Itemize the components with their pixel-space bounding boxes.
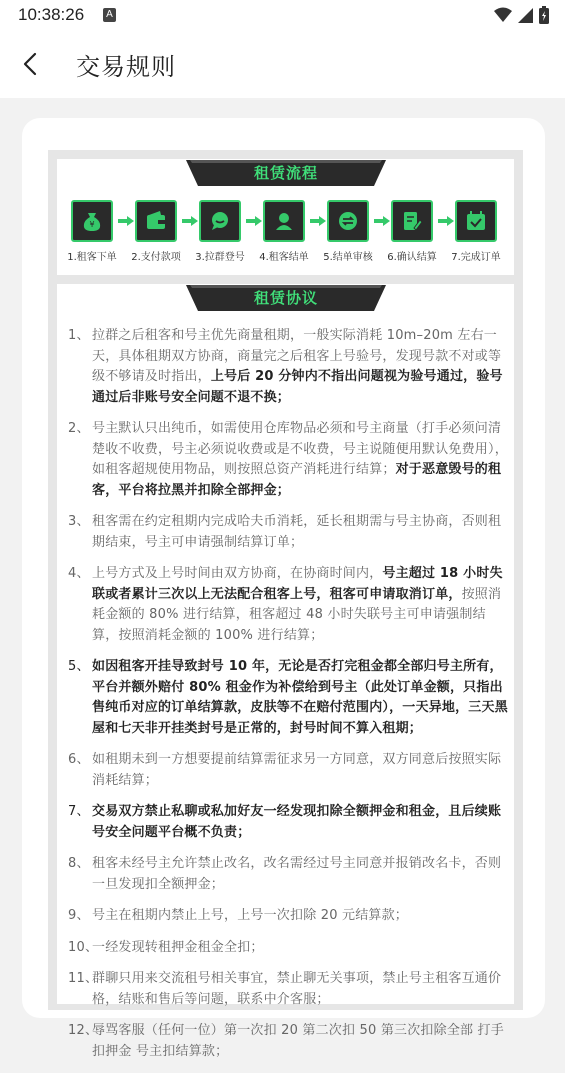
rule-emphasis: 号主超过 18 小时失联或者累计三次以上无法配合租客上号，租客可申请取消订单，: [92, 566, 503, 602]
rule-text: [92, 969, 508, 1010]
rule-item: [68, 326, 508, 408]
rule-item: [68, 564, 508, 646]
flow-steps: [68, 200, 508, 270]
agreement-banner: [186, 285, 386, 311]
chat-icon: [199, 200, 241, 242]
flow-banner: [186, 160, 386, 186]
notification-icon: A: [103, 8, 116, 22]
signal-icon: [518, 8, 533, 23]
status-bar: [0, 0, 565, 32]
rule-body: 号主在租期内禁止上号，上号一次扣除 20 元结算款；: [92, 908, 409, 923]
app-bar: [0, 32, 565, 98]
flow-step-6: [382, 200, 442, 263]
rule-text: [92, 419, 508, 501]
rule-text: [92, 854, 508, 895]
rule-number: 2、: [68, 421, 90, 436]
rule-body: 上号方式及上号时间由双方协商，在协商时间内，: [92, 566, 383, 581]
rule-text: [92, 512, 508, 553]
document-edit-icon: [391, 200, 433, 242]
status-icons: [494, 6, 549, 24]
rule-number: 6、: [68, 752, 90, 767]
rule-body: 辱骂客服（任何一位）第一次扣 20 第二次扣 50 第三次扣除全部 打手扣押金 号主扣结算款；: [92, 1023, 504, 1059]
status-time: 10:38:26: [18, 5, 85, 24]
flow-step-7: [446, 200, 506, 263]
rule-text: [92, 564, 508, 646]
rule-number: 5、: [68, 659, 90, 674]
rule-item: [68, 802, 508, 843]
agreement-title: 租赁协议: [253, 289, 318, 307]
rule-body: 租客需在约定租期内完成哈夫币消耗，延长租期需与号主协商，否则租期结束，号主可申请强制结算订单；: [92, 514, 502, 550]
wallet-icon: [135, 200, 177, 242]
svg-text:¥: ¥: [89, 220, 95, 229]
back-button[interactable]: [12, 44, 48, 84]
rule-item: [68, 657, 508, 739]
page-title: 交易规则: [76, 53, 176, 81]
flow-step-2: [126, 200, 186, 263]
rule-emphasis: 上号后 20 分钟内不指出问题视为验号通过，验号通过后非账号安全问题不退不换；: [92, 369, 503, 405]
rule-number: 3、: [68, 514, 90, 529]
rule-body: 租客未经号主允许禁止改名，改名需经过号主同意并报销改名卡，否则一旦发现扣全额押金；: [92, 856, 502, 892]
rule-number: 11、: [68, 971, 99, 986]
rule-item: [68, 854, 508, 895]
rule-body: 号主默认只出纯币，如需使用仓库物品必须和号主商量（打手必须问清楚收不收费，号主必须说收费或是不收费，号主说随便用默认免费用），如租客超规使用物品，则按照总资产消耗进行结算；: [92, 421, 508, 477]
rule-body: 如因租客开挂导致封号 10 年，无论是否打完租金都全部归号主所有，平台并额外赔付 80% 租金作为补偿给到号主（此处订单金额，只指出售纯币对应的订单结算款，皮肤等不在赔付范围内），一天异地，三天黑屋和七天非开挂类封号是正常的，封号时间不算入租期；: [92, 659, 508, 736]
rule-item: [68, 750, 508, 791]
rule-number: 10、: [68, 939, 99, 955]
flow-step-label: 3.拉群登号: [195, 252, 245, 263]
flow-step-label: 6.确认结算: [387, 252, 437, 263]
rule-item: [68, 1021, 508, 1062]
rule-text: [92, 657, 508, 739]
rule-number: 9、: [68, 908, 90, 923]
rule-number: 7、: [68, 804, 90, 819]
rule-emphasis: 对于恶意毁号的租客，平台将拉黑并扣除全部押金；: [92, 462, 502, 498]
rules-list: [68, 326, 508, 1073]
rule-item: [68, 938, 508, 959]
chevron-left-icon: [23, 52, 37, 76]
money-bag-icon: [71, 200, 113, 242]
rule-body: 如租期未到一方想要提前结算需征求另一方同意，双方同意后按照实际消耗结算；: [92, 752, 502, 788]
flow-step-label: 1.租客下单: [67, 252, 117, 263]
rule-body: 交易双方禁止私聊或私加好友一经发现扣除全额押金和租金，且后续账号安全问题平台概不负责；: [92, 804, 502, 840]
flow-title: 租赁流程: [253, 164, 318, 182]
rule-body: 拉群之后租客和号主优先商量租期，一般实际消耗 10m–20m 左右一天，具体租期双方协商，商量完之后租客上号验号，发现号款不对或等级不够请及时指出，: [92, 328, 502, 384]
rule-number: 8、: [68, 856, 90, 871]
rule-item: [68, 969, 508, 1010]
rule-item: [68, 419, 508, 501]
rule-body: 群聊只用来交流租号相关事宜，禁止聊无关事项，禁止号主租客互通价格，结账和售后等问题，联系中介客服；: [92, 971, 502, 1007]
flow-step-5: [318, 200, 378, 263]
rule-text: [92, 326, 508, 408]
rule-number: 12、: [68, 1023, 99, 1038]
rule-item: [68, 512, 508, 553]
rule-body: 一经发现转租押金租金全扣；: [92, 939, 264, 955]
flow-step-label: 2.支付款项: [131, 252, 181, 263]
rule-number: 4、: [68, 566, 90, 581]
rule-text: [92, 938, 508, 959]
rule-item: [68, 906, 508, 927]
rule-text: [92, 906, 508, 927]
check-box-icon: [455, 200, 497, 242]
flow-step-label: 7.完成订单: [451, 252, 501, 263]
flow-step-1: [62, 200, 122, 263]
rule-number: 1、: [68, 328, 90, 343]
rule-text: [92, 802, 508, 843]
flow-step-4: [254, 200, 314, 263]
battery-icon: [539, 6, 549, 24]
flow-step-label: 5.结单审核: [323, 252, 373, 263]
exchange-icon: [327, 200, 369, 242]
rule-tail: 按照消耗金额的 80% 进行结算，租客超过 48 小时失联号主可申请强制结算，按照消耗金额的 100% 进行结算；: [92, 586, 502, 643]
flow-step-3: [190, 200, 250, 263]
rule-text: [92, 750, 508, 791]
flow-step-label: 4.租客结单: [259, 252, 309, 263]
rule-text: [92, 1021, 508, 1062]
user-icon: [263, 200, 305, 242]
wifi-icon: [494, 7, 512, 23]
